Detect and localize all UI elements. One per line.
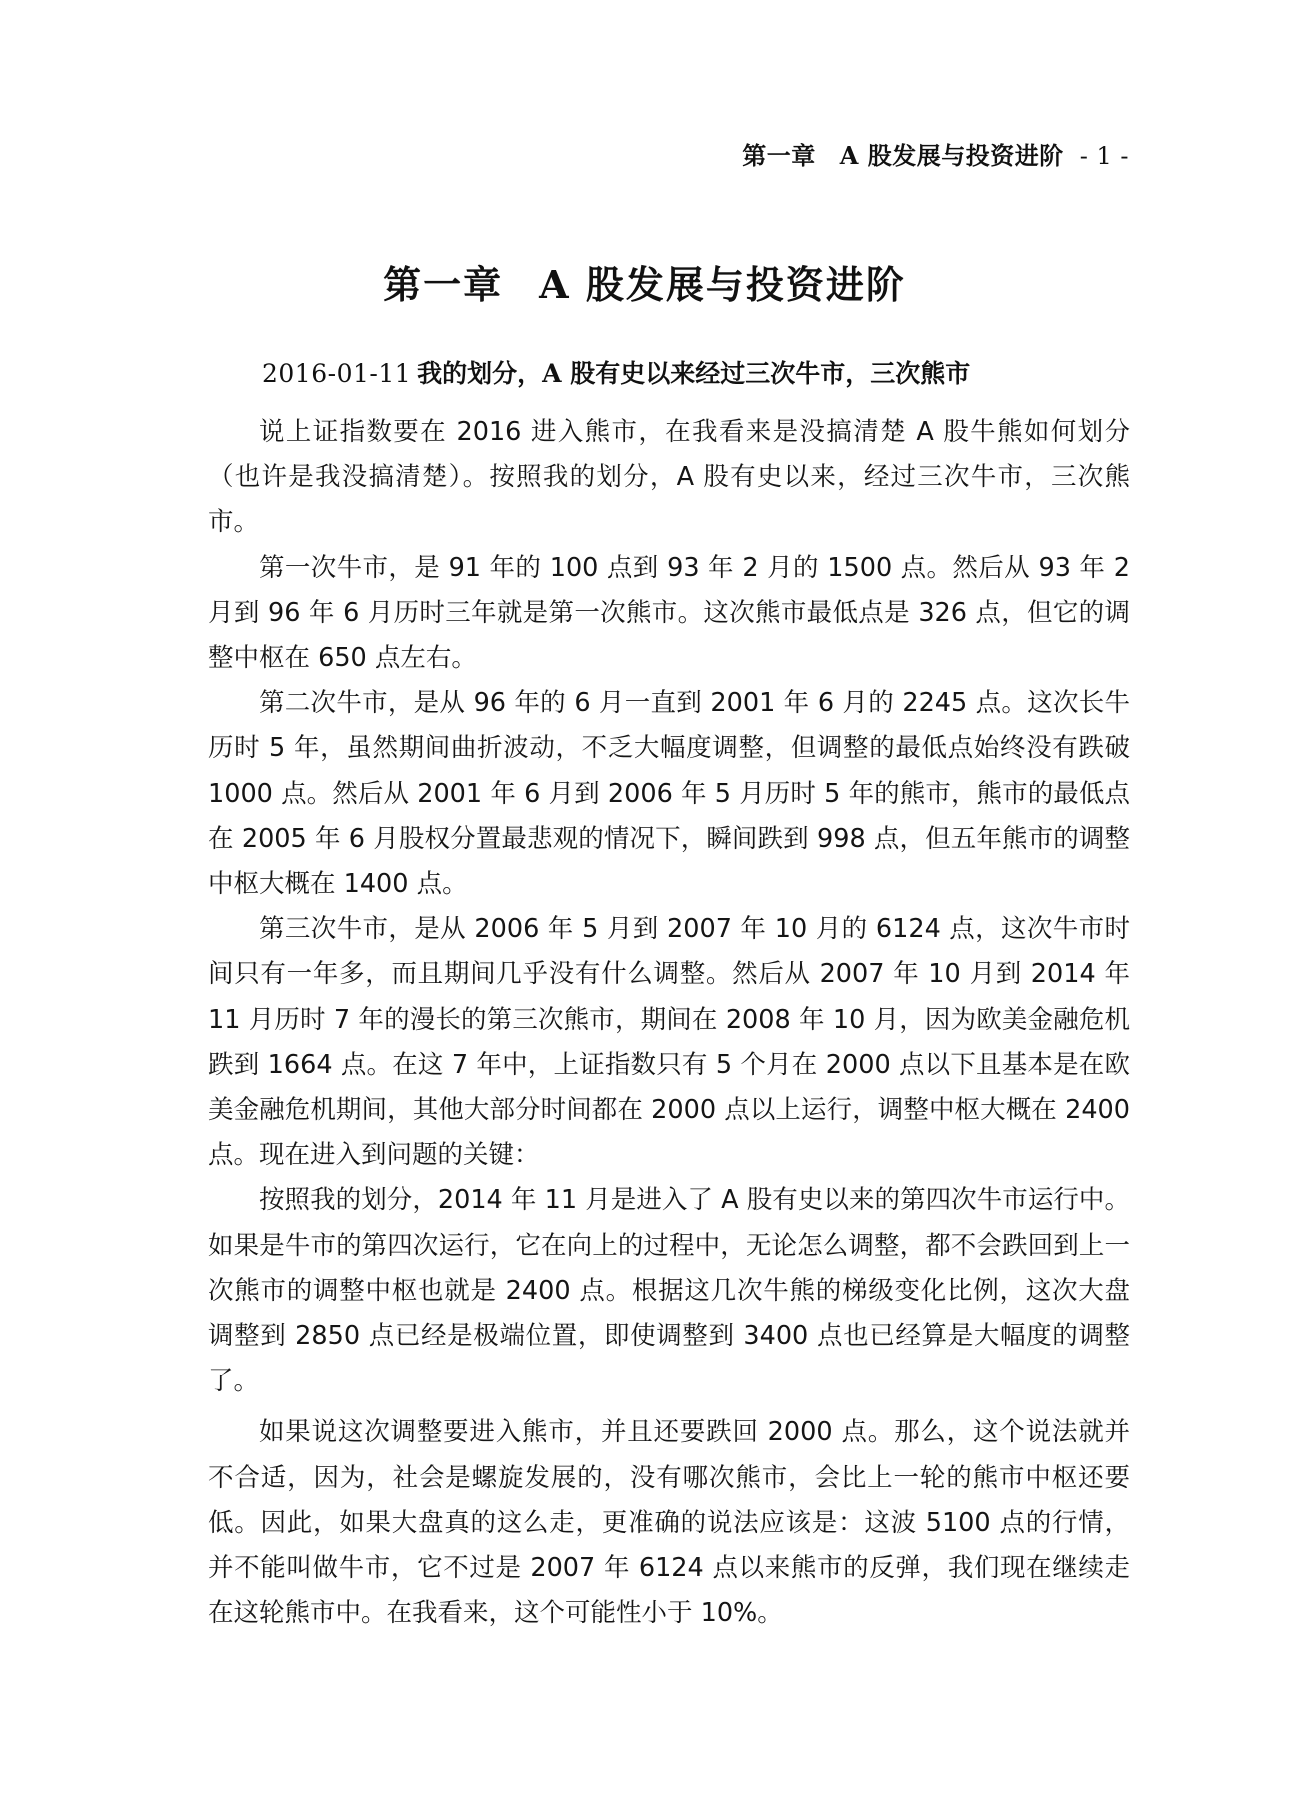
chapter-title-text: A 股发展与投资进阶 bbox=[539, 262, 906, 307]
section-title-text: 我的划分，A 股有史以来经过三次牛市，三次熊市 bbox=[417, 359, 971, 388]
running-header-chapter: 第一章 bbox=[742, 141, 816, 170]
section-heading bbox=[262, 354, 970, 390]
paragraph: 按照我的划分，2014 年 11 月是进入了 A 股有史以来的第四次牛市运行中。如果是牛市的第四次运行，它在向上的过程中，无论怎么调整，都不会跌回到上一次熊市的调整中枢也就是 2400 点。根据这几次牛熊的梯级变化比例，这次大盘调整到 2850 点已经是极端位置，即使调整到 3400 点也已经算是大幅度的调整了。 bbox=[208, 1185, 1130, 1397]
body-text bbox=[208, 410, 1130, 1636]
paragraph: 第一次牛市，是 91 年的 100 点到 93 年 2 月的 1500 点。然后从 93 年 2 月到 96 年 6 月历时三年就是第一次熊市。这次熊市最低点是 326 点，但它的调整中枢在 650 点左右。 bbox=[208, 552, 1130, 674]
running-header-title: A 股发展与投资进阶 bbox=[839, 141, 1064, 170]
section-date: 2016-01-11 bbox=[262, 359, 412, 388]
chapter-title bbox=[0, 254, 1289, 309]
page-number: - 1 - bbox=[1079, 142, 1129, 170]
paragraph: 第三次牛市，是从 2006 年 5 月到 2007 年 10 月的 6124 点，这次牛市时间只有一年多，而且期间几乎没有什么调整。然后从 2007 年 10 月到 2014 年 11 月历时 7 年的漫长的第三次熊市，期间在 2008 年 10 月，因为欧美金融危机跌到 1664 点。在这 7 年中，上证指数只有 5 个月在 2000 点以下且基本是在欧美金融危机期间，其他大部分时间都在 2000 点以上运行，调整中枢大概在 2400 点。现在进入到问题的关键： bbox=[208, 914, 1130, 1171]
paragraph: 说上证指数要在 2016 进入熊市，在我看来是没搞清楚 A 股牛熊如何划分（也许是我没搞清楚）。按照我的划分，A 股有史以来，经过三次牛市，三次熊市。 bbox=[208, 417, 1130, 538]
paragraph: 如果说这次调整要进入熊市，并且还要跌回 2000 点。那么，这个说法就并不合适，因为，社会是螺旋发展的，没有哪次熊市，会比上一轮的熊市中枢还要低。因此，如果大盘真的这么走，更准确的说法应该是：这波 5100 点的行情，并不能叫做牛市，它不过是 2007 年 6124 点以来熊市的反弹，我们现在继续走在这轮熊市中。在我看来，这个可能性小于 10%。 bbox=[208, 1417, 1130, 1629]
running-header bbox=[742, 136, 1129, 171]
chapter-number: 第一章 bbox=[383, 262, 504, 307]
paragraph: 第二次牛市，是从 96 年的 6 月一直到 2001 年 6 月的 2245 点。这次长牛历时 5 年，虽然期间曲折波动，不乏大幅度调整，但调整的最低点始终没有跌破 1000 点。然后从 2001 年 6 月到 2006 年 5 月历时 5 年的熊市，熊市的最低点在 2005 年 6 月股权分置最悲观的情况下，瞬间跌到 998 点，但五年熊市的调整中枢大概在 1400 点。 bbox=[208, 688, 1130, 900]
